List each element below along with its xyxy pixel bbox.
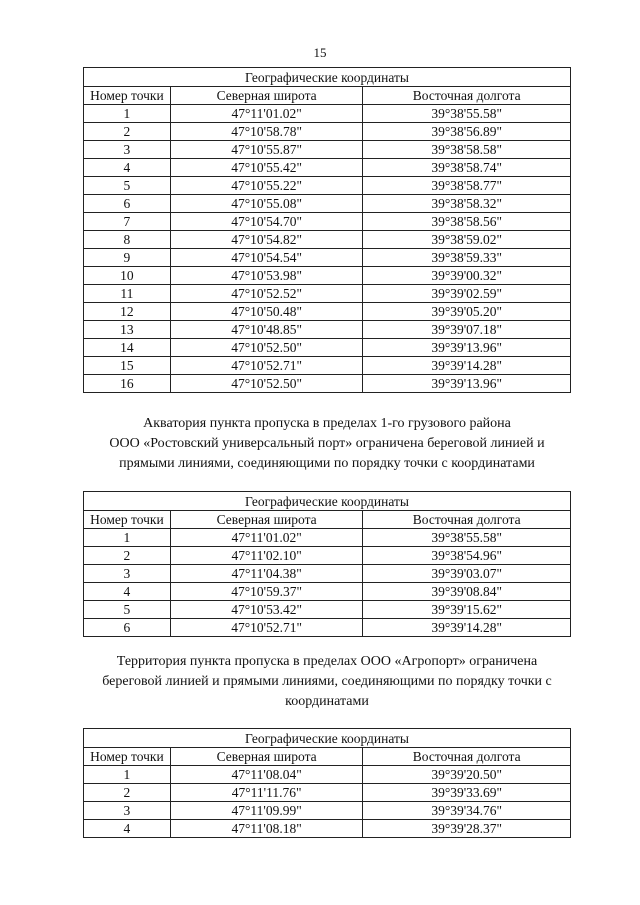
longitude-cell: 39°39'28.37": [363, 820, 571, 838]
point-number-cell: 2: [84, 784, 171, 802]
point-number-cell: 14: [84, 339, 171, 357]
latitude-cell: 47°10'59.37": [170, 583, 363, 601]
latitude-cell: 47°10'54.82": [170, 231, 363, 249]
table-caption: Географические координаты: [84, 68, 571, 87]
latitude-cell: 47°10'48.85": [170, 321, 363, 339]
longitude-cell: 39°38'56.89": [363, 123, 571, 141]
latitude-cell: 47°10'52.50": [170, 375, 363, 393]
longitude-cell: 39°38'58.56": [363, 213, 571, 231]
point-number-cell: 3: [84, 141, 171, 159]
point-number-cell: 1: [84, 529, 171, 547]
table-row: [84, 547, 571, 565]
point-number-cell: 2: [84, 547, 171, 565]
longitude-cell: 39°38'59.02": [363, 231, 571, 249]
latitude-cell: 47°11'08.04": [170, 766, 363, 784]
point-number-cell: 6: [84, 619, 171, 637]
point-number-cell: 15: [84, 357, 171, 375]
paragraph-line: береговой линией и прямыми линиями, соединяющими по порядку точки с: [102, 674, 552, 689]
table-row: [84, 529, 571, 547]
point-number-cell: 4: [84, 159, 171, 177]
table-row: [84, 357, 571, 375]
longitude-cell: 39°38'58.77": [363, 177, 571, 195]
table-row: [84, 802, 571, 820]
table-row: [84, 565, 571, 583]
longitude-cell: 39°38'58.58": [363, 141, 571, 159]
point-number-cell: 12: [84, 303, 171, 321]
paragraph-line: координатами: [285, 694, 369, 709]
col-header-point: Номер точки: [84, 511, 171, 529]
latitude-cell: 47°10'53.98": [170, 267, 363, 285]
latitude-cell: 47°10'52.71": [170, 619, 363, 637]
latitude-cell: 47°10'52.71": [170, 357, 363, 375]
latitude-cell: 47°10'53.42": [170, 601, 363, 619]
paragraph-territory: [95, 652, 559, 712]
latitude-cell: 47°11'01.02": [170, 105, 363, 123]
latitude-cell: 47°10'52.50": [170, 339, 363, 357]
longitude-cell: 39°39'02.59": [363, 285, 571, 303]
paragraph-line: Акватория пункта пропуска в пределах 1-го грузового района: [143, 416, 511, 431]
point-number-cell: 1: [84, 105, 171, 123]
coordinates-table-2: [83, 491, 571, 637]
longitude-cell: 39°38'55.58": [363, 529, 571, 547]
table-row: [84, 141, 571, 159]
point-number-cell: 6: [84, 195, 171, 213]
table-row: [84, 339, 571, 357]
paragraph-line: прямыми линиями, соединяющими по порядку точки с координатами: [119, 456, 535, 471]
table-caption: Географические координаты: [84, 492, 571, 511]
latitude-cell: 47°10'52.52": [170, 285, 363, 303]
longitude-cell: 39°39'14.28": [363, 357, 571, 375]
longitude-cell: 39°38'58.74": [363, 159, 571, 177]
paragraph-aquatory: [95, 414, 559, 474]
table-row: [84, 820, 571, 838]
point-number-cell: 1: [84, 766, 171, 784]
col-header-latitude: Северная широта: [170, 87, 363, 105]
table-row: [84, 123, 571, 141]
table-row: [84, 321, 571, 339]
table-row: [84, 267, 571, 285]
point-number-cell: 7: [84, 213, 171, 231]
page-number: 15: [313, 45, 327, 60]
longitude-cell: 39°38'54.96": [363, 547, 571, 565]
latitude-cell: 47°10'54.54": [170, 249, 363, 267]
longitude-cell: 39°38'55.58": [363, 105, 571, 123]
table-row: [84, 195, 571, 213]
table-row: [84, 249, 571, 267]
point-number-cell: 4: [84, 583, 171, 601]
latitude-cell: 47°10'54.70": [170, 213, 363, 231]
table-row: [84, 105, 571, 123]
latitude-cell: 47°10'55.42": [170, 159, 363, 177]
col-header-point: Номер точки: [84, 87, 171, 105]
paragraph-line: Территория пункта пропуска в пределах ООО «Агропорт» ограничена: [116, 654, 538, 669]
point-number-cell: 2: [84, 123, 171, 141]
latitude-cell: 47°11'02.10": [170, 547, 363, 565]
point-number-cell: 10: [84, 267, 171, 285]
latitude-cell: 47°11'04.38": [170, 565, 363, 583]
longitude-cell: 39°39'13.96": [363, 339, 571, 357]
latitude-cell: 47°10'55.22": [170, 177, 363, 195]
point-number-cell: 5: [84, 601, 171, 619]
point-number-cell: 3: [84, 802, 171, 820]
longitude-cell: 39°39'07.18": [363, 321, 571, 339]
latitude-cell: 47°10'55.87": [170, 141, 363, 159]
longitude-cell: 39°39'13.96": [363, 375, 571, 393]
longitude-cell: 39°39'03.07": [363, 565, 571, 583]
table-row: [84, 784, 571, 802]
table-row: [84, 766, 571, 784]
table-row: [84, 231, 571, 249]
longitude-cell: 39°39'33.69": [363, 784, 571, 802]
table-row: [84, 375, 571, 393]
longitude-cell: 39°39'14.28": [363, 619, 571, 637]
longitude-cell: 39°39'05.20": [363, 303, 571, 321]
point-number-cell: 4: [84, 820, 171, 838]
point-number-cell: 16: [84, 375, 171, 393]
point-number-cell: 9: [84, 249, 171, 267]
longitude-cell: 39°39'20.50": [363, 766, 571, 784]
coordinates-table-1: [83, 67, 571, 393]
latitude-cell: 47°11'09.99": [170, 802, 363, 820]
point-number-cell: 11: [84, 285, 171, 303]
table-row: [84, 159, 571, 177]
point-number-cell: 8: [84, 231, 171, 249]
longitude-cell: 39°39'00.32": [363, 267, 571, 285]
table-row: [84, 583, 571, 601]
latitude-cell: 47°10'50.48": [170, 303, 363, 321]
col-header-longitude: Восточная долгота: [363, 748, 571, 766]
latitude-cell: 47°11'01.02": [170, 529, 363, 547]
table-row: [84, 213, 571, 231]
longitude-cell: 39°38'59.33": [363, 249, 571, 267]
table-caption: Географические координаты: [84, 729, 571, 748]
col-header-latitude: Северная широта: [170, 511, 363, 529]
table-row: [84, 177, 571, 195]
col-header-longitude: Восточная долгота: [363, 87, 571, 105]
latitude-cell: 47°11'11.76": [170, 784, 363, 802]
longitude-cell: 39°39'15.62": [363, 601, 571, 619]
latitude-cell: 47°11'08.18": [170, 820, 363, 838]
latitude-cell: 47°10'55.08": [170, 195, 363, 213]
table-row: [84, 601, 571, 619]
col-header-latitude: Северная широта: [170, 748, 363, 766]
point-number-cell: 3: [84, 565, 171, 583]
point-number-cell: 5: [84, 177, 171, 195]
col-header-point: Номер точки: [84, 748, 171, 766]
longitude-cell: 39°39'34.76": [363, 802, 571, 820]
longitude-cell: 39°39'08.84": [363, 583, 571, 601]
table-row: [84, 285, 571, 303]
table-row: [84, 303, 571, 321]
point-number-cell: 13: [84, 321, 171, 339]
longitude-cell: 39°38'58.32": [363, 195, 571, 213]
paragraph-line: ООО «Ростовский универсальный порт» ограничена береговой линией и: [109, 436, 545, 451]
coordinates-table-3: [83, 728, 571, 838]
latitude-cell: 47°10'58.78": [170, 123, 363, 141]
col-header-longitude: Восточная долгота: [363, 511, 571, 529]
table-row: [84, 619, 571, 637]
